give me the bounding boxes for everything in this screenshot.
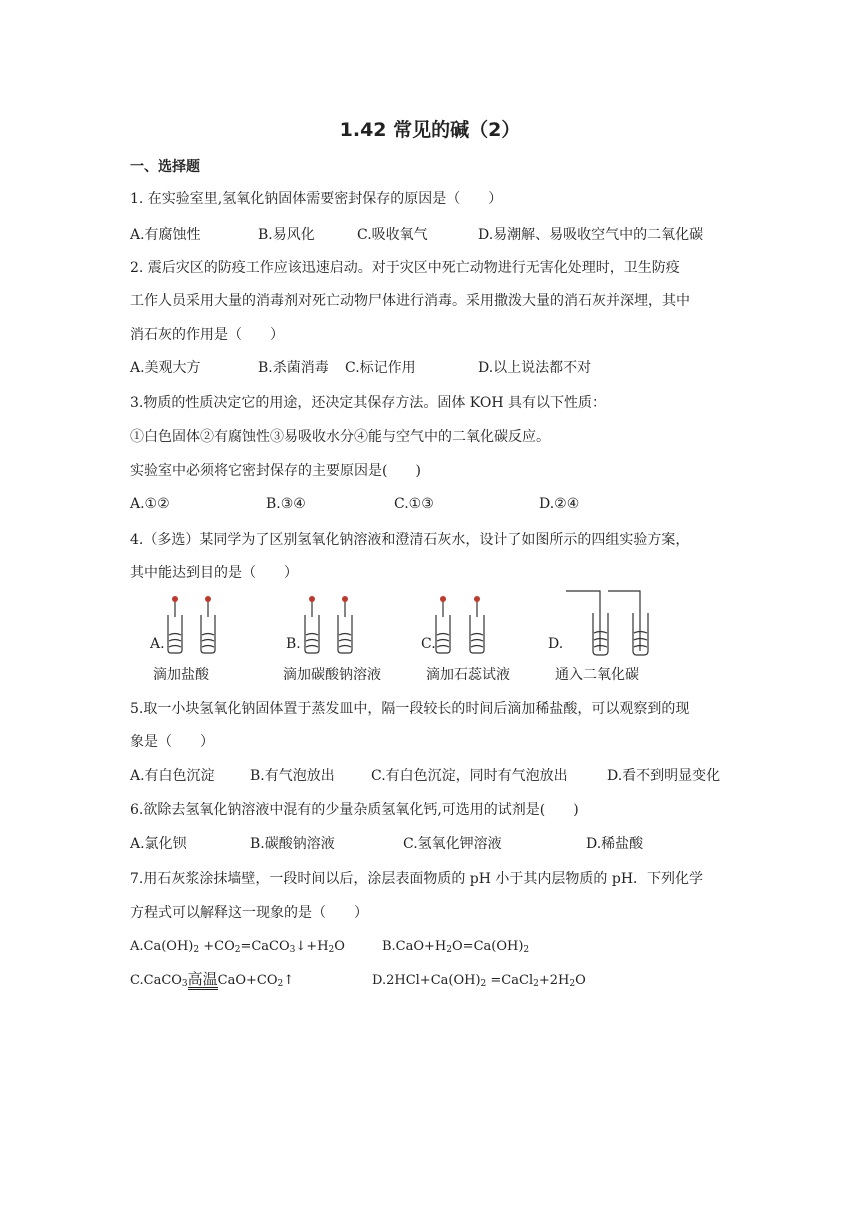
- question-2-line-2: 工作人员采用大量的消毒剂对死亡动物尸体进行消毒。采用撒泼大量的消石灰并深埋，其中: [130, 293, 690, 309]
- figure-d-gas-tubes: [560, 585, 670, 657]
- q1-option-d: D.易潮解、易吸收空气中的二氧化碳: [478, 227, 704, 243]
- q5-option-a: A.有白色沉淀: [130, 768, 215, 784]
- figure-b-dropper-tubes: [290, 595, 390, 655]
- question-7-line-1: 7.用石灰浆涂抹墙壁，一段时间以后，涂层表面物质的 pH 小于其内层物质的 pH．下列化学: [130, 871, 704, 887]
- figure-a-caption: 滴加盐酸: [153, 667, 209, 683]
- q6-option-b: B.碳酸钠溶液: [250, 836, 335, 852]
- q3-option-b: B.③④: [266, 496, 306, 512]
- figure-d-label: D.: [548, 636, 564, 652]
- q5-option-b: B.有气泡放出: [250, 768, 335, 784]
- question-1-stem: 1. 在实验室里,氢氧化钠固体需要密封保存的原因是（ ）: [130, 191, 503, 207]
- figure-a-dropper-tubes: [150, 595, 250, 655]
- question-4-line-2: 其中能达到目的是（ ）: [130, 565, 298, 581]
- figure-c-caption: 滴加石蕊试液: [426, 667, 510, 683]
- q7-option-d: $D.2HCl+Ca(OH)_2$ $=CaCl_2+2H_2O$: [372, 973, 586, 989]
- q5-option-d: D.看不到明显变化: [607, 768, 721, 784]
- question-3-line-3: 实验室中必须将它密封保存的主要原因是( ): [130, 463, 421, 479]
- figure-a-label: A.: [150, 636, 165, 652]
- question-6-stem: 6.欲除去氢氧化钠溶液中混有的少量杂质氢氧化钙,可选用的试剂是( ): [130, 802, 579, 818]
- q7-option-a: $A.Ca(OH)_2$ $+CO_2=CaCO_3↓+H_2O$: [130, 939, 345, 955]
- figure-b-caption: 滴加碳酸钠溶液: [283, 667, 381, 683]
- question-7-line-2: 方程式可以解释这一现象的是（ ）: [130, 905, 368, 921]
- q6-option-d: D.稀盐酸: [586, 836, 644, 852]
- figure-d-caption: 通入二氧化碳: [555, 667, 639, 683]
- figure-c-label: C.: [421, 636, 436, 652]
- question-5-line-2: 象是（ ）: [130, 734, 214, 750]
- q3-option-a: A.①②: [130, 496, 170, 512]
- q6-option-c: C.氢氧化钾溶液: [403, 836, 502, 852]
- q2-option-c: C.标记作用: [345, 360, 416, 376]
- page-title: 1.42 常见的碱（2）: [339, 119, 521, 141]
- q2-option-b: B.杀菌消毒: [258, 360, 329, 376]
- question-2-line-1: 2. 震后灾区的防疫工作应该迅速启动。对于灾区中死亡动物进行无害化处理时，卫生防疫: [130, 260, 680, 276]
- q1-option-b: B.易风化: [258, 227, 315, 243]
- q3-option-c: C.①③: [394, 496, 434, 512]
- figure-c-dropper-tubes: [425, 595, 525, 655]
- section-heading: 一、选择题: [130, 159, 200, 175]
- q2-option-a: A.美观大方: [130, 360, 201, 376]
- q5-option-c: C.有白色沉淀，同时有气泡放出: [371, 768, 568, 784]
- q1-option-c: C.吸收氧气: [357, 227, 428, 243]
- figure-b-label: B.: [286, 636, 301, 652]
- q7-option-c: C.CaCO$_3$高温$CaO+CO_2↑$: [130, 970, 295, 989]
- reaction-condition-high-temp: 高温: [187, 970, 218, 988]
- q6-option-a: A.氯化钡: [130, 836, 187, 852]
- question-3-line-1: 3.物质的性质决定它的用途，还决定其保存方法。固体 KOH 具有以下性质：: [130, 395, 607, 411]
- question-2-line-3: 消石灰的作用是（ ）: [130, 327, 284, 343]
- question-5-line-1: 5.取一小块氢氧化钠固体置于蒸发皿中，隔一段较长的时间后滴加稀盐酸，可以观察到的现: [130, 701, 690, 717]
- question-3-line-2: ①白色固体②有腐蚀性③易吸收水分④能与空气中的二氧化碳反应。: [130, 429, 550, 445]
- q1-option-a: A.有腐蚀性: [130, 227, 201, 243]
- question-4-line-1: 4.（多选）某同学为了区别氢氧化钠溶液和澄清石灰水，设计了如图所示的四组实验方案，: [130, 532, 690, 548]
- q2-option-d: D.以上说法都不对: [478, 360, 592, 376]
- q3-option-d: D.②④: [539, 496, 580, 512]
- q7-option-b: $B.CaO+H_2O=Ca(OH)_2$: [382, 939, 530, 955]
